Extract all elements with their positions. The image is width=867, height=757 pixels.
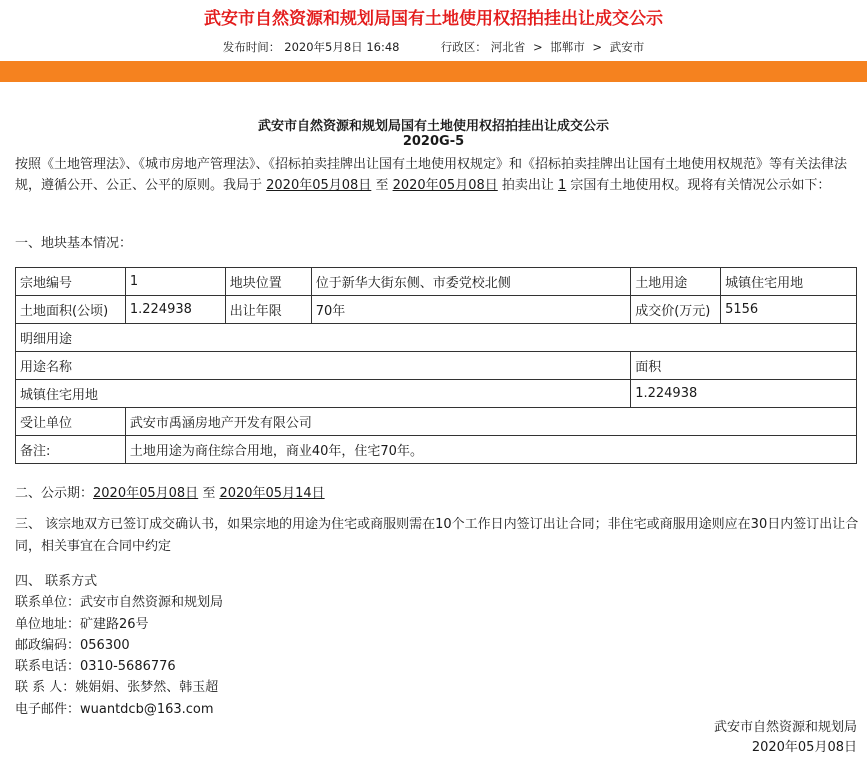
contact-phone: 联系电话：0310-5686776	[15, 659, 176, 675]
price-value: 5156	[721, 296, 857, 324]
price-label: 成交价(万元)	[631, 296, 721, 324]
signature-org: 武安市自然资源和规划局	[713, 720, 857, 735]
orange-divider-bar	[0, 61, 867, 82]
table-row	[16, 436, 857, 464]
contact-person: 联 系 人：姚娟娟、张梦然、韩玉超	[15, 680, 219, 696]
table-row	[16, 296, 857, 324]
detail-use-label: 明细用途	[16, 324, 857, 352]
table-row	[16, 268, 857, 296]
table-row	[16, 380, 857, 408]
signature-date: 2020年05月08日	[751, 740, 857, 755]
section-2-publicity-period: 二、公示期：2020年05月08日 至 2020年05月14日	[15, 486, 325, 501]
publicity-end-date: 2020年05月14日	[219, 486, 325, 501]
publish-time-label: 发布时间：	[222, 40, 281, 54]
area-label: 土地面积(公顷)	[16, 296, 126, 324]
table-row	[16, 352, 857, 380]
region-province: 河北省	[490, 40, 526, 54]
signature-block	[714, 718, 857, 757]
intro-end-date: 2020年05月08日	[392, 178, 498, 193]
section-3-text: 三、 该宗地双方已签订成交确认书，如果宗地的用途为住宅或商服则需在10个工作日内签订出让合同；非住宅或商服用途则应在30日内签订出让合同，相关事宜在合同中约定	[15, 517, 859, 554]
term-label: 出让年限	[225, 296, 311, 324]
remark-value: 土地用途为商住综合用地，商业40年，住宅70年。	[125, 436, 856, 464]
parcel-no: 1	[125, 268, 225, 296]
document-number: 2020G-5	[402, 134, 465, 149]
buyer-label: 受让单位	[16, 408, 126, 436]
buyer-value: 武安市禹涵房地产开发有限公司	[125, 408, 856, 436]
detail-area-header: 面积	[631, 352, 857, 380]
contact-postcode: 邮政编码：056300	[15, 637, 130, 653]
contact-address: 单位地址：矿建路26号	[15, 616, 149, 632]
intro-parcel-count: 1	[558, 178, 567, 193]
land-parcel-table	[15, 267, 857, 464]
land-use-value: 城镇住宅用地	[721, 268, 857, 296]
table-row	[16, 408, 857, 436]
region-county: 武安市	[609, 40, 645, 54]
intro-paragraph: 按照《土地管理法》、《城市房地产管理法》、《招标拍卖挂牌出让国有土地使用权规定》和《招标拍卖挂牌出让国有土地使用权规范》等有关法律法规，遵循公开、公正、公平的原则。我局于 2020年05月08日 至 2020年05月08日 拍卖出让 1 宗国有土地使用权。现将有关情况公示如下：	[15, 157, 848, 193]
breadcrumb-separator: >	[592, 40, 603, 54]
table-row	[16, 324, 857, 352]
contact-heading: 四、 联系方式	[15, 574, 98, 589]
contact-email: 电子邮件：wuantdcb@163.com	[15, 701, 214, 717]
publicity-start-date: 2020年05月08日	[93, 486, 199, 501]
breadcrumb-separator: >	[532, 40, 543, 54]
detail-use-name-header: 用途名称	[16, 352, 631, 380]
location-label: 地块位置	[225, 268, 311, 296]
contact-block	[15, 571, 223, 720]
parcel-no-label: 宗地编号	[16, 268, 126, 296]
publish-time: 2020年5月8日 16:48	[284, 40, 400, 54]
publish-meta	[0, 39, 867, 55]
contact-unit: 联系单位：武安市自然资源和规划局	[15, 595, 224, 611]
region-city: 邯郸市	[550, 40, 585, 54]
document-title: 武安市自然资源和规划局国有土地使用权招拍挂出让成交公示	[257, 119, 609, 134]
remark-label: 备注:	[16, 436, 126, 464]
term-value: 70年	[311, 296, 631, 324]
region-label: 行政区：	[440, 40, 487, 54]
page-title: 武安市自然资源和规划局国有土地使用权招拍挂出让成交公示	[204, 9, 663, 29]
area-value: 1.224938	[125, 296, 225, 324]
detail-area: 1.224938	[631, 380, 857, 408]
detail-use-name: 城镇住宅用地	[16, 380, 631, 408]
land-use-label: 土地用途	[631, 268, 721, 296]
section-1-heading: 一、地块基本情况：	[15, 236, 133, 251]
intro-start-date: 2020年05月08日	[266, 178, 372, 193]
location-value: 位于新华大街东侧、市委党校北侧	[311, 268, 631, 296]
